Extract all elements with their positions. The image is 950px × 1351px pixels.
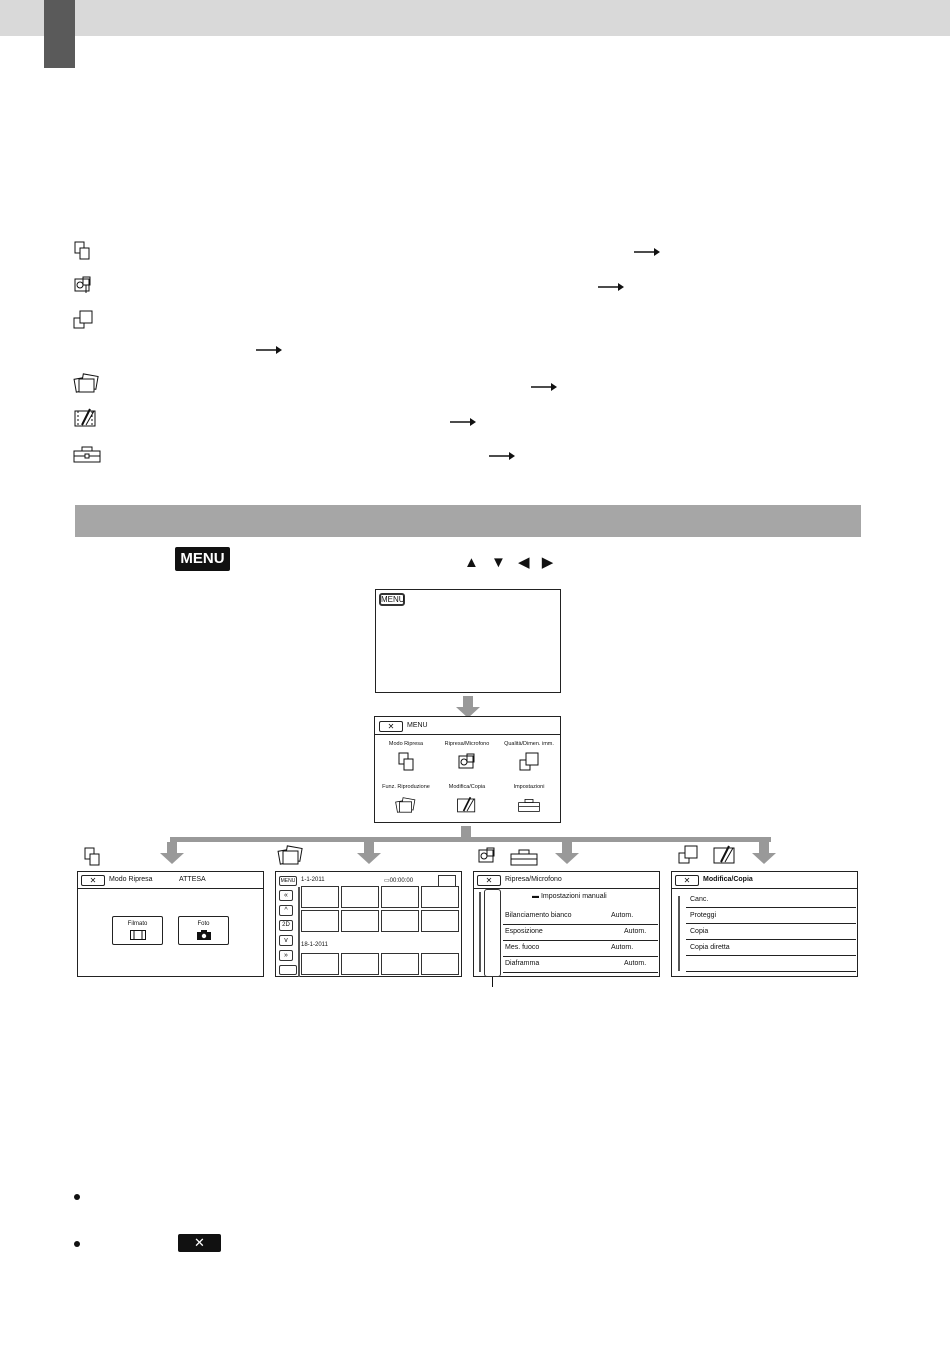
setting-value: Autom. [611, 944, 634, 951]
shooting-mode-icon [72, 240, 94, 262]
menu-title: MENU [407, 722, 428, 729]
date-label: 1-1-2011 [301, 877, 325, 883]
camera-mic-icon [72, 274, 94, 296]
settings-toolbox-icon [517, 794, 541, 816]
down-arrow-icon [357, 842, 381, 873]
shooting-mode-screen [77, 871, 264, 977]
image-quality-icon [72, 309, 94, 331]
film-icon [130, 930, 146, 940]
arrow-icon [531, 380, 557, 398]
menu-item-shooting-mode[interactable]: Modo Ripresa [376, 741, 436, 773]
edit-copy-screen [671, 871, 858, 977]
thumbnail[interactable] [421, 910, 459, 932]
thumbnail[interactable] [381, 953, 419, 975]
settings-toolbox-icon [72, 443, 102, 465]
setting-value: Autom. [624, 928, 647, 935]
direction-keys: ▲ ▼ ◀ ▶ [464, 554, 558, 571]
time-label: ▭00:00:00 [384, 878, 414, 884]
tree-branch [170, 837, 771, 842]
setting-value: Autom. [611, 912, 634, 919]
edit-item[interactable]: Copia diretta [690, 944, 730, 951]
menu-item-playback[interactable]: Funz. Riproduzione [376, 784, 436, 816]
playback-function-icon [394, 794, 418, 816]
arrow-icon [598, 280, 624, 298]
bullet [74, 1241, 80, 1247]
menu-screen [374, 716, 561, 823]
page-up-double-icon[interactable]: « [279, 890, 293, 901]
down-arrow-icon [752, 842, 776, 873]
setting-label[interactable]: Bilanciamento bianco [505, 912, 572, 919]
section-header-bar [75, 505, 861, 537]
close-button[interactable]: ✕ [477, 875, 501, 886]
thumbnail[interactable] [301, 910, 339, 932]
thumbnail[interactable] [341, 953, 379, 975]
screen-title: Modifica/Copia [703, 876, 753, 883]
edit-copy-icon [72, 407, 100, 429]
thumbnail[interactable] [421, 886, 459, 908]
screen-title: Modo Ripresa [109, 876, 153, 883]
edit-item[interactable]: Copia [690, 928, 709, 935]
photo-mode-button[interactable]: Foto [178, 916, 229, 945]
thumbnail[interactable] [421, 953, 459, 975]
setting-label[interactable]: Mes. fuoco [505, 944, 540, 951]
home-screen [375, 589, 561, 693]
menu-item-camera-mic[interactable]: Ripresa/Microfono [437, 741, 497, 773]
playback-function-icon [72, 372, 102, 394]
section-header: ▬ Impostazioni manuali [532, 893, 607, 900]
thumbnail[interactable] [341, 886, 379, 908]
menu-item-image-quality[interactable]: Qualità/Dimen. imm. [499, 741, 559, 773]
arrow-icon [256, 343, 282, 361]
thumbnail[interactable] [301, 953, 339, 975]
arrow-icon [489, 449, 515, 467]
close-key-button: ✕ [178, 1234, 221, 1252]
bullet [74, 1194, 80, 1200]
menu-key-button: MENU [175, 547, 230, 571]
close-button[interactable]: ✕ [379, 721, 403, 732]
scrollbar[interactable] [479, 892, 481, 972]
header-tab [44, 0, 75, 68]
playback-function-icon [275, 844, 307, 866]
thumbnail[interactable] [341, 910, 379, 932]
down-arrow-icon [555, 842, 579, 873]
header-bar [0, 0, 950, 36]
camera-mic-screen [473, 871, 660, 977]
arrow-icon [634, 245, 660, 263]
down-arrow-icon [160, 842, 184, 873]
page-up-icon[interactable]: ^ [279, 905, 293, 916]
menu-item-settings[interactable]: Impostazioni [499, 784, 559, 816]
setting-value: Autom. [624, 960, 647, 967]
setting-label[interactable]: Esposizione [505, 928, 543, 935]
movie-mode-button[interactable]: Filmato [112, 916, 163, 945]
scrollbar[interactable] [678, 896, 680, 971]
screen-title: Ripresa/Microfono [505, 876, 562, 883]
close-button[interactable]: ✕ [675, 875, 699, 886]
image-quality-icon [517, 751, 541, 773]
edit-copy-icon [455, 794, 479, 816]
2d-button[interactable]: 2D [279, 920, 293, 931]
camera-mic-icon [455, 751, 479, 773]
shooting-mode-icon [82, 846, 104, 868]
thumbnail[interactable] [381, 886, 419, 908]
camera-icon [197, 930, 211, 940]
edit-copy-icon [710, 844, 740, 866]
setting-label[interactable]: Diaframma [505, 960, 540, 967]
menu-button[interactable]: MENU [381, 595, 405, 604]
shooting-mode-icon [394, 751, 418, 773]
callout-line [492, 977, 493, 987]
edit-item[interactable]: Proteggi [690, 912, 717, 919]
page-down-icon[interactable]: v [279, 935, 293, 946]
scrollbar[interactable] [298, 887, 300, 977]
thumbnail[interactable] [301, 886, 339, 908]
camera-mic-icon [476, 845, 498, 867]
edit-item[interactable]: Canc. [690, 896, 709, 903]
image-quality-icon [673, 844, 703, 866]
camera-mode-icon[interactable] [279, 965, 297, 975]
menu-item-edit-copy[interactable]: Modifica/Copia [437, 784, 497, 816]
thumbnail[interactable] [381, 910, 419, 932]
page-down-double-icon[interactable]: » [279, 950, 293, 961]
settings-toolbox-icon [509, 846, 539, 868]
status-label: ATTESA [179, 876, 206, 883]
close-button[interactable]: ✕ [81, 875, 105, 886]
date-label: 18-1-2011 [301, 942, 328, 948]
playback-screen [275, 871, 462, 977]
arrow-icon [450, 415, 476, 433]
menu-button[interactable]: MENU [280, 878, 296, 884]
category-tabs[interactable] [484, 889, 501, 977]
